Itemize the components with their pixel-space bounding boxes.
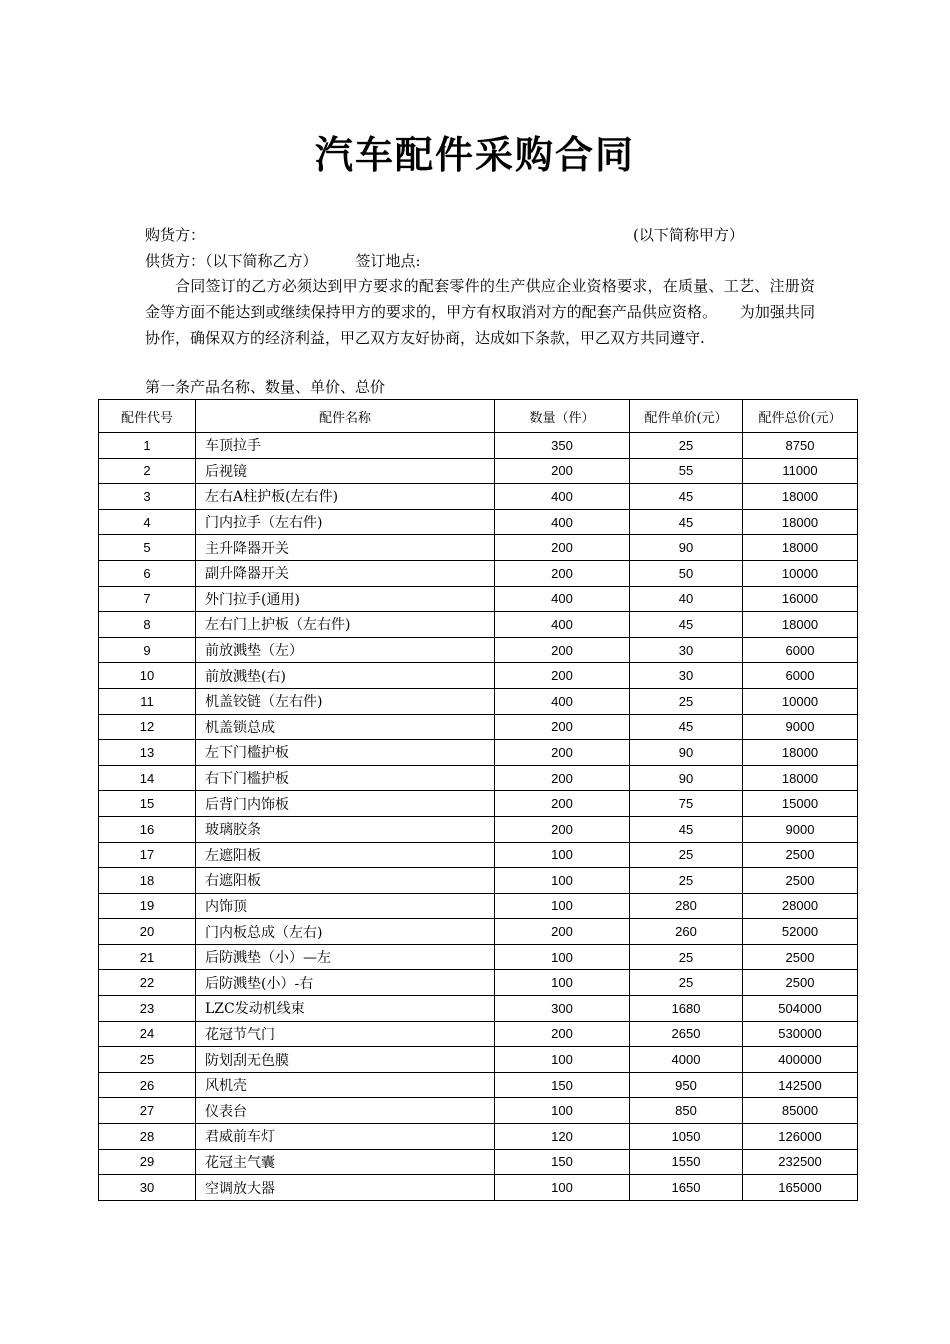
quantity-cell: 200 bbox=[495, 740, 630, 766]
part-name-cell: LZC发动机线束 bbox=[196, 996, 495, 1022]
part-code-cell: 5 bbox=[99, 535, 196, 561]
total-price-cell: 15000 bbox=[743, 791, 858, 817]
quantity-cell: 350 bbox=[495, 433, 630, 459]
part-name-cell: 右遮阳板 bbox=[196, 868, 495, 894]
total-price-cell: 232500 bbox=[743, 1149, 858, 1175]
part-code-cell: 9 bbox=[99, 637, 196, 663]
quantity-cell: 150 bbox=[495, 1072, 630, 1098]
quantity-cell: 100 bbox=[495, 842, 630, 868]
unit-price-cell: 25 bbox=[630, 688, 743, 714]
quantity-cell: 200 bbox=[495, 919, 630, 945]
total-price-cell: 400000 bbox=[743, 1047, 858, 1073]
quantity-cell: 200 bbox=[495, 535, 630, 561]
unit-price-cell: 90 bbox=[630, 740, 743, 766]
contract-intro-paragraph: 合同签订的乙方必须达到甲方要求的配套零件的生产供应企业资格要求，在质量、工艺、注册资金等方面不能达到或继续保持甲方的要求的，甲方有权取消对方的配套产品供应资格。 为加强共同协作，确保双方的经济利益，甲乙双方友好协商，达成如下条款，甲乙双方共同遵守. bbox=[145, 277, 815, 347]
part-code-cell: 25 bbox=[99, 1047, 196, 1073]
total-price-cell: 504000 bbox=[743, 996, 858, 1022]
total-price-cell: 11000 bbox=[743, 458, 858, 484]
part-code-cell: 10 bbox=[99, 663, 196, 689]
unit-price-cell: 850 bbox=[630, 1098, 743, 1124]
table-row bbox=[99, 663, 858, 689]
table-row bbox=[99, 1072, 858, 1098]
quantity-cell: 400 bbox=[495, 612, 630, 638]
unit-price-cell: 25 bbox=[630, 433, 743, 459]
supplier-line bbox=[145, 248, 421, 274]
table-row bbox=[99, 1021, 858, 1047]
total-price-cell: 2500 bbox=[743, 868, 858, 894]
unit-price-cell: 45 bbox=[630, 816, 743, 842]
unit-price-cell: 1650 bbox=[630, 1175, 743, 1201]
table-row bbox=[99, 944, 858, 970]
total-price-cell: 16000 bbox=[743, 586, 858, 612]
total-price-cell: 142500 bbox=[743, 1072, 858, 1098]
table-row bbox=[99, 919, 858, 945]
part-name-cell: 内饰顶 bbox=[196, 893, 495, 919]
supplier-label: 供货方：（以下简称乙方） bbox=[145, 252, 318, 270]
part-code-cell: 21 bbox=[99, 944, 196, 970]
part-name-cell: 后视镜 bbox=[196, 458, 495, 484]
table-row bbox=[99, 816, 858, 842]
total-price-cell: 18000 bbox=[743, 765, 858, 791]
total-price-cell: 530000 bbox=[743, 1021, 858, 1047]
unit-price-cell: 30 bbox=[630, 663, 743, 689]
part-name-cell: 君威前车灯 bbox=[196, 1124, 495, 1150]
unit-price-cell: 90 bbox=[630, 535, 743, 561]
part-name-cell: 机盖锁总成 bbox=[196, 714, 495, 740]
part-name-cell: 后背门内饰板 bbox=[196, 791, 495, 817]
part-code-cell: 13 bbox=[99, 740, 196, 766]
unit-price-cell: 2650 bbox=[630, 1021, 743, 1047]
table-row bbox=[99, 637, 858, 663]
total-price-cell: 2500 bbox=[743, 842, 858, 868]
unit-price-cell: 55 bbox=[630, 458, 743, 484]
unit-price-cell: 45 bbox=[630, 509, 743, 535]
part-code-cell: 7 bbox=[99, 586, 196, 612]
unit-price-cell: 45 bbox=[630, 714, 743, 740]
quantity-cell: 200 bbox=[495, 714, 630, 740]
unit-price-cell: 1550 bbox=[630, 1149, 743, 1175]
table-row bbox=[99, 1175, 858, 1201]
quantity-cell: 150 bbox=[495, 1149, 630, 1175]
part-name-cell: 右下门槛护板 bbox=[196, 765, 495, 791]
unit-price-cell: 280 bbox=[630, 893, 743, 919]
header-unit-price: 配件单价(元） bbox=[630, 400, 743, 433]
part-code-cell: 6 bbox=[99, 560, 196, 586]
table-row bbox=[99, 1047, 858, 1073]
buyer-line bbox=[145, 222, 744, 248]
unit-price-cell: 25 bbox=[630, 970, 743, 996]
unit-price-cell: 45 bbox=[630, 484, 743, 510]
part-code-cell: 19 bbox=[99, 893, 196, 919]
unit-price-cell: 1050 bbox=[630, 1124, 743, 1150]
quantity-cell: 300 bbox=[495, 996, 630, 1022]
buyer-label: 购货方： bbox=[145, 226, 206, 244]
part-code-cell: 17 bbox=[99, 842, 196, 868]
part-name-cell: 仪表台 bbox=[196, 1098, 495, 1124]
table-row bbox=[99, 1124, 858, 1150]
part-name-cell: 门内拉手（左右件) bbox=[196, 509, 495, 535]
document-title: 汽车配件采购合同 bbox=[314, 133, 635, 177]
unit-price-cell: 25 bbox=[630, 842, 743, 868]
part-code-cell: 3 bbox=[99, 484, 196, 510]
part-code-cell: 24 bbox=[99, 1021, 196, 1047]
table-row bbox=[99, 842, 858, 868]
part-code-cell: 23 bbox=[99, 996, 196, 1022]
quantity-cell: 100 bbox=[495, 1047, 630, 1073]
header-part-code: 配件代号 bbox=[99, 400, 196, 433]
part-name-cell: 风机壳 bbox=[196, 1072, 495, 1098]
signing-place-label: 签订地点: bbox=[355, 252, 421, 270]
table-row bbox=[99, 765, 858, 791]
total-price-cell: 18000 bbox=[743, 509, 858, 535]
table-row bbox=[99, 433, 858, 459]
part-code-cell: 14 bbox=[99, 765, 196, 791]
quantity-cell: 200 bbox=[495, 1021, 630, 1047]
part-code-cell: 12 bbox=[99, 714, 196, 740]
part-code-cell: 30 bbox=[99, 1175, 196, 1201]
part-code-cell: 16 bbox=[99, 816, 196, 842]
table-row bbox=[99, 458, 858, 484]
total-price-cell: 18000 bbox=[743, 535, 858, 561]
header-total-price: 配件总价(元） bbox=[743, 400, 858, 433]
part-code-cell: 22 bbox=[99, 970, 196, 996]
part-name-cell: 前放溅垫（左） bbox=[196, 637, 495, 663]
quantity-cell: 200 bbox=[495, 458, 630, 484]
part-name-cell: 外门拉手(通用) bbox=[196, 586, 495, 612]
part-code-cell: 4 bbox=[99, 509, 196, 535]
quantity-cell: 200 bbox=[495, 816, 630, 842]
part-name-cell: 空调放大器 bbox=[196, 1175, 495, 1201]
part-name-cell: 花冠节气门 bbox=[196, 1021, 495, 1047]
total-price-cell: 126000 bbox=[743, 1124, 858, 1150]
quantity-cell: 200 bbox=[495, 791, 630, 817]
quantity-cell: 200 bbox=[495, 663, 630, 689]
total-price-cell: 52000 bbox=[743, 919, 858, 945]
table-row bbox=[99, 970, 858, 996]
part-code-cell: 15 bbox=[99, 791, 196, 817]
quantity-cell: 100 bbox=[495, 1098, 630, 1124]
total-price-cell: 18000 bbox=[743, 612, 858, 638]
part-code-cell: 28 bbox=[99, 1124, 196, 1150]
header-part-name: 配件名称 bbox=[196, 400, 495, 433]
unit-price-cell: 75 bbox=[630, 791, 743, 817]
table-row bbox=[99, 509, 858, 535]
quantity-cell: 100 bbox=[495, 1175, 630, 1201]
quantity-cell: 200 bbox=[495, 637, 630, 663]
total-price-cell: 18000 bbox=[743, 740, 858, 766]
table-row bbox=[99, 791, 858, 817]
part-name-cell: 主升降器开关 bbox=[196, 535, 495, 561]
total-price-cell: 18000 bbox=[743, 484, 858, 510]
total-price-cell: 6000 bbox=[743, 637, 858, 663]
table-row bbox=[99, 560, 858, 586]
part-code-cell: 26 bbox=[99, 1072, 196, 1098]
quantity-cell: 100 bbox=[495, 944, 630, 970]
total-price-cell: 28000 bbox=[743, 893, 858, 919]
header-quantity: 数量（件） bbox=[495, 400, 630, 433]
table-row bbox=[99, 868, 858, 894]
parts-table bbox=[98, 399, 858, 1201]
total-price-cell: 6000 bbox=[743, 663, 858, 689]
table-row bbox=[99, 586, 858, 612]
table-row bbox=[99, 714, 858, 740]
table-row bbox=[99, 484, 858, 510]
part-code-cell: 29 bbox=[99, 1149, 196, 1175]
part-name-cell: 后防溅垫（小）—左 bbox=[196, 944, 495, 970]
quantity-cell: 400 bbox=[495, 586, 630, 612]
part-name-cell: 车顶拉手 bbox=[196, 433, 495, 459]
total-price-cell: 8750 bbox=[743, 433, 858, 459]
buyer-suffix: (以下简称甲方） bbox=[633, 226, 744, 244]
quantity-cell: 400 bbox=[495, 484, 630, 510]
quantity-cell: 400 bbox=[495, 688, 630, 714]
table-row bbox=[99, 996, 858, 1022]
unit-price-cell: 25 bbox=[630, 944, 743, 970]
unit-price-cell: 1680 bbox=[630, 996, 743, 1022]
part-name-cell: 前放溅垫(右) bbox=[196, 663, 495, 689]
unit-price-cell: 50 bbox=[630, 560, 743, 586]
unit-price-cell: 30 bbox=[630, 637, 743, 663]
part-name-cell: 左右A柱护板(左右件) bbox=[196, 484, 495, 510]
table-row bbox=[99, 1098, 858, 1124]
table-row bbox=[99, 535, 858, 561]
part-code-cell: 1 bbox=[99, 433, 196, 459]
part-code-cell: 18 bbox=[99, 868, 196, 894]
part-name-cell: 防划刮无色膜 bbox=[196, 1047, 495, 1073]
quantity-cell: 400 bbox=[495, 509, 630, 535]
part-code-cell: 8 bbox=[99, 612, 196, 638]
part-name-cell: 门内板总成（左右) bbox=[196, 919, 495, 945]
part-name-cell: 花冠主气囊 bbox=[196, 1149, 495, 1175]
table-row bbox=[99, 740, 858, 766]
total-price-cell: 85000 bbox=[743, 1098, 858, 1124]
unit-price-cell: 950 bbox=[630, 1072, 743, 1098]
unit-price-cell: 45 bbox=[630, 612, 743, 638]
quantity-cell: 200 bbox=[495, 765, 630, 791]
part-code-cell: 2 bbox=[99, 458, 196, 484]
unit-price-cell: 260 bbox=[630, 919, 743, 945]
total-price-cell: 10000 bbox=[743, 560, 858, 586]
table-row bbox=[99, 612, 858, 638]
part-name-cell: 左遮阳板 bbox=[196, 842, 495, 868]
total-price-cell: 10000 bbox=[743, 688, 858, 714]
table-row bbox=[99, 893, 858, 919]
total-price-cell: 2500 bbox=[743, 944, 858, 970]
part-name-cell: 后防溅垫(小）-右 bbox=[196, 970, 495, 996]
total-price-cell: 165000 bbox=[743, 1175, 858, 1201]
quantity-cell: 120 bbox=[495, 1124, 630, 1150]
unit-price-cell: 25 bbox=[630, 868, 743, 894]
unit-price-cell: 90 bbox=[630, 765, 743, 791]
quantity-cell: 100 bbox=[495, 970, 630, 996]
part-name-cell: 左右门上护板（左右件) bbox=[196, 612, 495, 638]
section-title: 第一条产品名称、数量、单价、总价 bbox=[145, 378, 386, 396]
part-name-cell: 玻璃胶条 bbox=[196, 816, 495, 842]
part-name-cell: 副升降器开关 bbox=[196, 560, 495, 586]
unit-price-cell: 4000 bbox=[630, 1047, 743, 1073]
total-price-cell: 2500 bbox=[743, 970, 858, 996]
table-header-row bbox=[99, 400, 858, 433]
total-price-cell: 9000 bbox=[743, 816, 858, 842]
part-code-cell: 11 bbox=[99, 688, 196, 714]
part-code-cell: 20 bbox=[99, 919, 196, 945]
part-name-cell: 机盖铰链（左右件) bbox=[196, 688, 495, 714]
unit-price-cell: 40 bbox=[630, 586, 743, 612]
part-name-cell: 左下门槛护板 bbox=[196, 740, 495, 766]
table-row bbox=[99, 688, 858, 714]
table-row bbox=[99, 1149, 858, 1175]
quantity-cell: 100 bbox=[495, 893, 630, 919]
part-code-cell: 27 bbox=[99, 1098, 196, 1124]
quantity-cell: 200 bbox=[495, 560, 630, 586]
quantity-cell: 100 bbox=[495, 868, 630, 894]
total-price-cell: 9000 bbox=[743, 714, 858, 740]
